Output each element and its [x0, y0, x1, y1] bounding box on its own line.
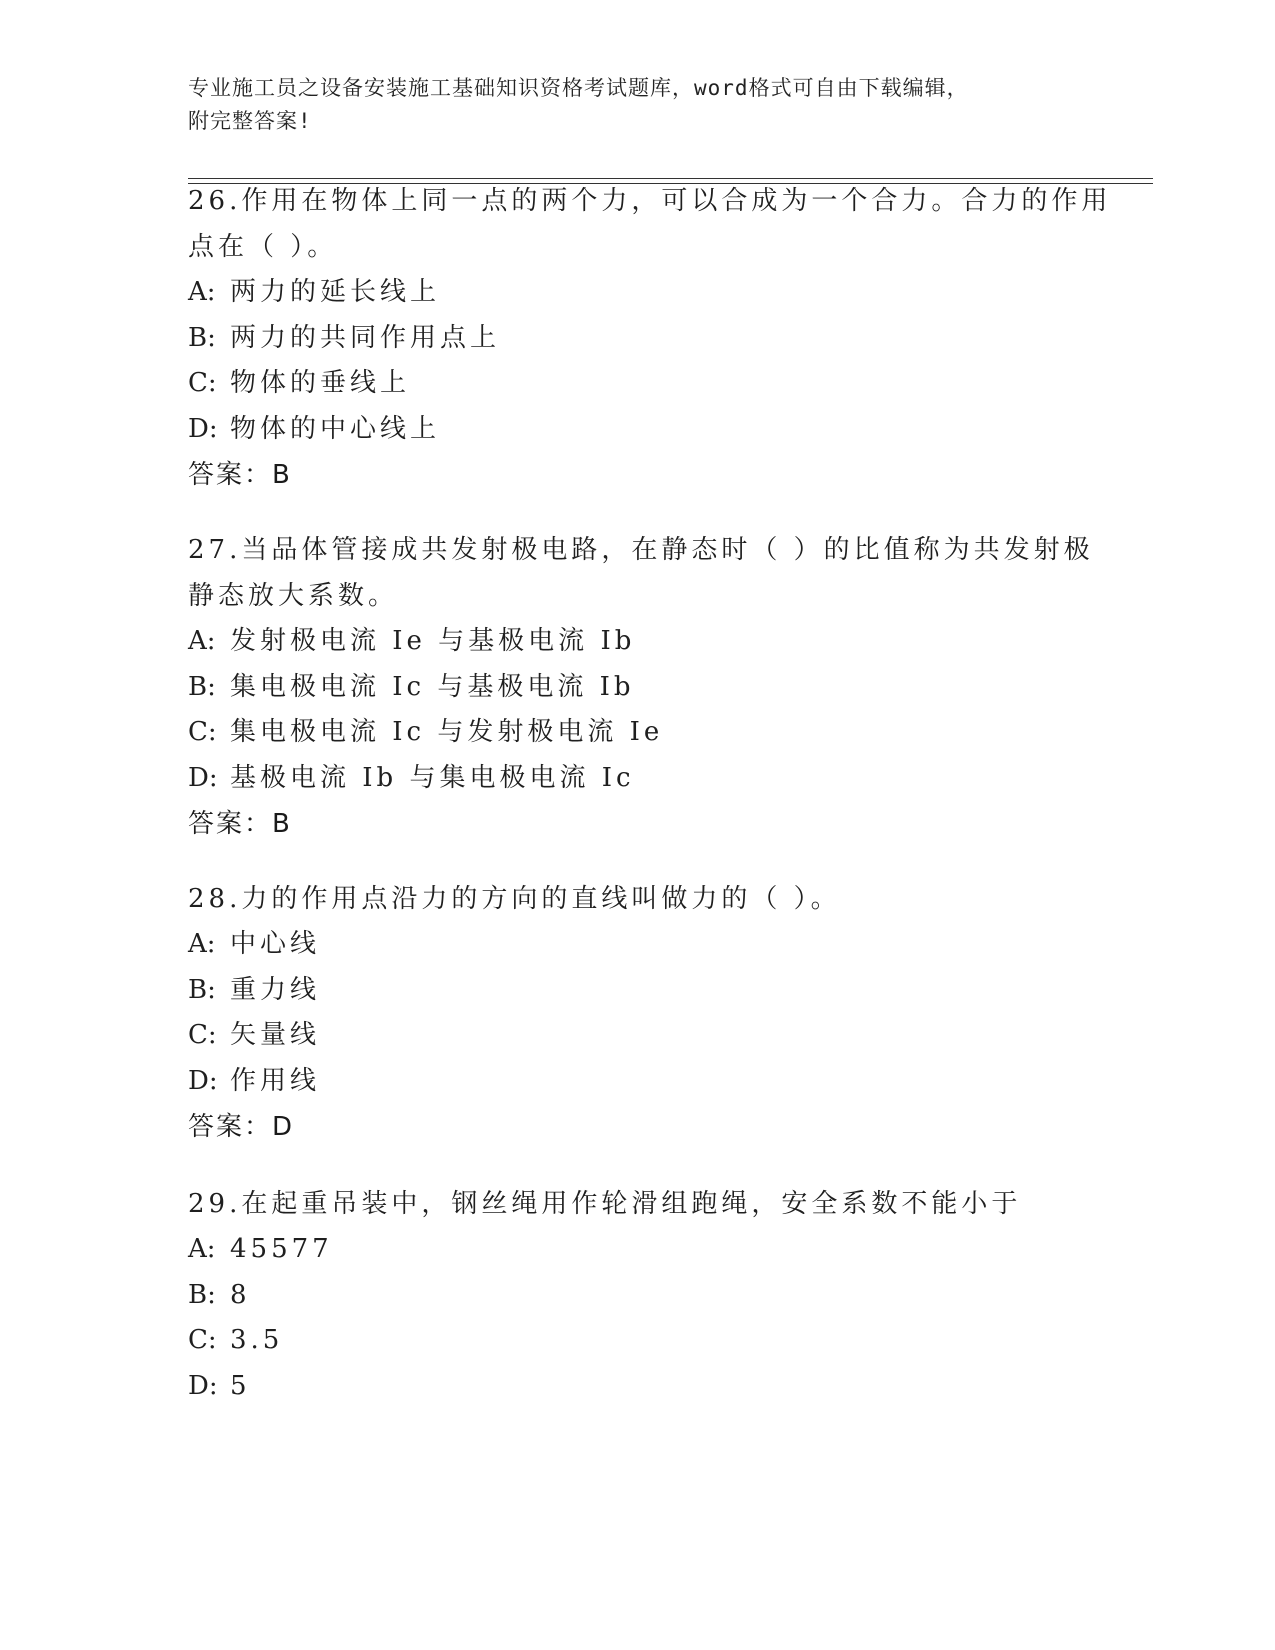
- option-text: 基极电流 Ib 与集电极电流 Ic: [230, 762, 635, 793]
- option-text: 5: [230, 1370, 251, 1401]
- option-text: 作用线: [230, 1065, 321, 1096]
- option-d: [188, 1059, 1088, 1105]
- answer-line: 答案：B: [188, 460, 292, 490]
- option-text: 发射极电流 Ie 与基极电流 Ib: [230, 626, 636, 656]
- option-key: A:: [188, 1234, 216, 1264]
- option-b: [188, 665, 1088, 711]
- option-c: [188, 710, 1088, 756]
- option-text: 集电极电流 Ic 与发射极电流 Ie: [230, 717, 664, 747]
- answer-line: 答案：B: [188, 809, 292, 839]
- option-key: A:: [188, 626, 216, 656]
- header-line-2: 附完整答案!: [188, 109, 312, 133]
- option-key: C:: [188, 1325, 217, 1355]
- option-text: 物体的中心线上: [230, 413, 441, 444]
- option-text: 3.5: [230, 1325, 284, 1355]
- option-b: [188, 1273, 1088, 1319]
- option-d: [188, 1364, 1088, 1410]
- option-c: [188, 361, 1088, 407]
- header-line-1: 专业施工员之设备安装施工基础知识资格考试题库，word格式可自由下载编辑，: [188, 76, 969, 100]
- option-key: D:: [188, 762, 218, 793]
- question-29: [188, 1181, 1088, 1409]
- option-text: 重力线: [230, 974, 321, 1005]
- option-key: B:: [188, 974, 216, 1005]
- question-28: [188, 876, 1088, 1150]
- option-text: 8: [230, 1279, 251, 1310]
- option-a: [188, 922, 1088, 968]
- option-d: [188, 407, 1088, 453]
- option-text: 中心线: [230, 929, 321, 959]
- option-text: 45577: [230, 1234, 333, 1264]
- option-key: B:: [188, 671, 216, 702]
- option-key: B:: [188, 1279, 216, 1310]
- document-header: [188, 72, 1088, 138]
- option-key: A:: [188, 929, 216, 959]
- option-key: A:: [188, 277, 216, 307]
- option-key: C:: [188, 368, 217, 398]
- question-stem-line: 29.在起重吊装中，钢丝绳用作轮滑组跑绳，安全系数不能小于: [188, 1189, 1022, 1219]
- question-stem-line: 点在（ ）。: [188, 232, 338, 262]
- option-a: [188, 270, 1088, 316]
- option-text: 两力的延长线上: [230, 277, 441, 307]
- question-stem-line: 26.作用在物体上同一点的两个力，可以合成为一个合力。合力的作用: [188, 186, 1112, 216]
- option-key: D:: [188, 413, 218, 444]
- option-c: [188, 1013, 1088, 1059]
- option-key: B:: [188, 322, 216, 353]
- option-d: [188, 756, 1088, 802]
- option-key: C:: [188, 1020, 217, 1050]
- option-c: [188, 1318, 1088, 1364]
- question-27: [188, 527, 1094, 847]
- option-text: 两力的共同作用点上: [230, 322, 501, 353]
- option-b: [188, 316, 1088, 362]
- option-text: 矢量线: [230, 1020, 321, 1050]
- option-a: [188, 1227, 1088, 1273]
- option-a: [188, 619, 1088, 665]
- question-stem-line: 静态放大系数。: [188, 581, 399, 611]
- answer-line: 答案：D: [188, 1112, 295, 1142]
- option-key: D:: [188, 1065, 218, 1096]
- option-key: C:: [188, 717, 217, 747]
- option-key: D:: [188, 1370, 218, 1401]
- question-stem-line: 28.力的作用点沿力的方向的直线叫做力的（ ）。: [188, 884, 841, 914]
- question-26: [188, 178, 1112, 498]
- question-stem-line: 27.当品体管接成共发射极电路，在静态时（ ）的比值称为共发射极: [188, 535, 1094, 565]
- option-b: [188, 968, 1088, 1014]
- option-text: 集电极电流 Ic 与基极电流 Ib: [230, 671, 635, 702]
- option-text: 物体的垂线上: [230, 368, 411, 398]
